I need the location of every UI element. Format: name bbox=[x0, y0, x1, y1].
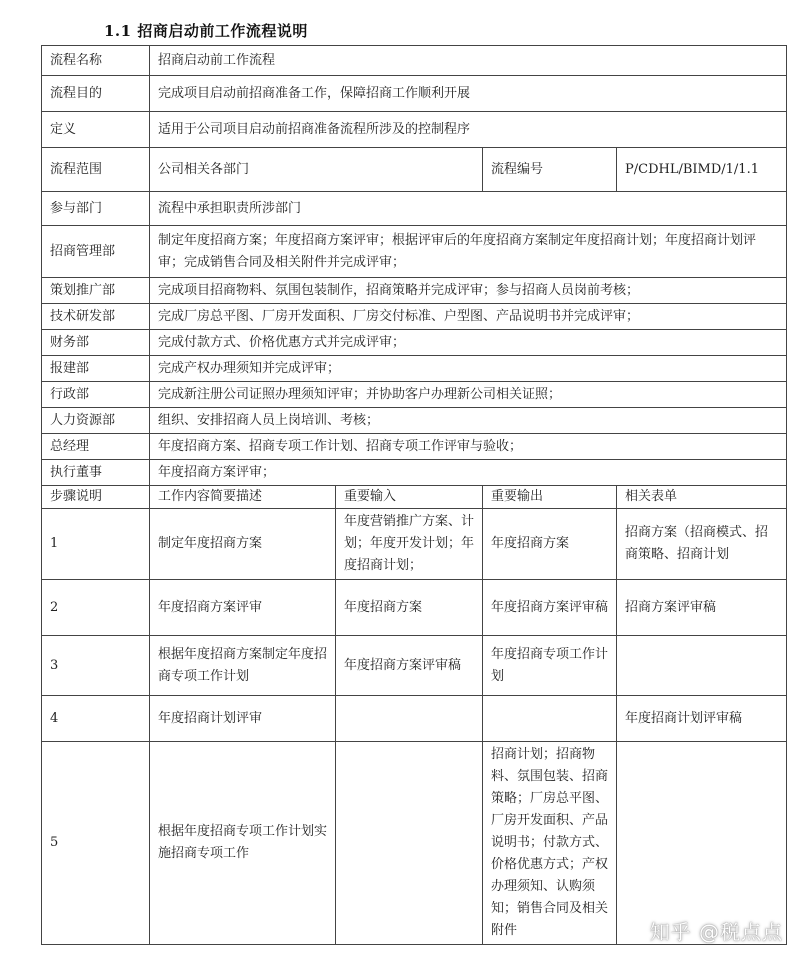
steps-header-cell: 工作内容简要描述 bbox=[150, 486, 336, 509]
steps-header-cell: 相关表单 bbox=[617, 486, 787, 509]
step-form bbox=[617, 742, 787, 945]
definition-value: 适用于公司项目启动前招商准备流程所涉及的控制程序 bbox=[150, 112, 787, 148]
step-form bbox=[617, 636, 787, 696]
department-row bbox=[42, 382, 787, 408]
step-output: 年度招商方案评审稿 bbox=[483, 580, 617, 636]
step-input: 年度招商方案 bbox=[336, 580, 483, 636]
step-form: 招商方案（招商模式、招商策略、招商计划 bbox=[617, 509, 787, 580]
step-number: 3 bbox=[42, 636, 150, 696]
step-row bbox=[42, 580, 787, 636]
step-description: 年度招商方案评审 bbox=[150, 580, 336, 636]
department-duty: 完成新注册公司证照办理须知评审；并协助客户办理新公司相关证照； bbox=[150, 382, 787, 408]
department-name: 执行董事 bbox=[42, 460, 150, 486]
step-description: 根据年度招商专项工作计划实施招商专项工作 bbox=[150, 742, 336, 945]
process-name-value: 招商启动前工作流程 bbox=[150, 46, 787, 76]
process-table bbox=[41, 45, 787, 945]
department-name: 招商管理部 bbox=[42, 226, 150, 278]
step-description: 制定年度招商方案 bbox=[150, 509, 336, 580]
step-output: 年度招商方案 bbox=[483, 509, 617, 580]
department-row bbox=[42, 356, 787, 382]
department-duty: 年度招商方案、招商专项工作计划、招商专项工作评审与验收； bbox=[150, 434, 787, 460]
step-number: 5 bbox=[42, 742, 150, 945]
steps-header-cell: 步骤说明 bbox=[42, 486, 150, 509]
steps-list bbox=[42, 509, 787, 945]
department-row bbox=[42, 434, 787, 460]
step-output: 招商计划；招商物料、氛围包装、招商策略；厂房总平图、厂房开发面积、产品说明书；付款方式、价格优惠方式；产权办理须知、认购须知；销售合同及相关附件 bbox=[483, 742, 617, 945]
scope-value: 公司相关各部门 bbox=[150, 148, 483, 192]
departments-label: 参与部门 bbox=[42, 192, 150, 226]
department-name: 技术研发部 bbox=[42, 304, 150, 330]
steps-header bbox=[42, 486, 787, 509]
department-duty: 制定年度招商方案；年度招商方案评审；根据评审后的年度招商方案制定年度招商计划；年度招商计划评审；完成销售合同及相关附件并完成评审； bbox=[150, 226, 787, 278]
step-description: 年度招商计划评审 bbox=[150, 696, 336, 742]
department-name: 财务部 bbox=[42, 330, 150, 356]
scope-label: 流程范围 bbox=[42, 148, 150, 192]
departments-value: 流程中承担职责所涉部门 bbox=[150, 192, 787, 226]
step-input: 年度招商方案评审稿 bbox=[336, 636, 483, 696]
step-number: 4 bbox=[42, 696, 150, 742]
department-name: 报建部 bbox=[42, 356, 150, 382]
step-row bbox=[42, 742, 787, 945]
department-name: 行政部 bbox=[42, 382, 150, 408]
department-name: 总经理 bbox=[42, 434, 150, 460]
step-description: 根据年度招商方案制定年度招商专项工作计划 bbox=[150, 636, 336, 696]
step-output bbox=[483, 696, 617, 742]
department-duty: 年度招商方案评审； bbox=[150, 460, 787, 486]
step-input bbox=[336, 742, 483, 945]
department-name: 策划推广部 bbox=[42, 278, 150, 304]
department-row bbox=[42, 278, 787, 304]
department-duty: 完成项目招商物料、氛围包装制作，招商策略并完成评审；参与招商人员岗前考核； bbox=[150, 278, 787, 304]
process-purpose-label: 流程目的 bbox=[42, 76, 150, 112]
steps-header-cell: 重要输出 bbox=[483, 486, 617, 509]
process-code-value: P/CDHL/BIMD/1/1.1 bbox=[617, 148, 787, 192]
section-title: 1.1 招商启动前工作流程说明 bbox=[104, 22, 308, 40]
department-duty: 组织、安排招商人员上岗培训、考核； bbox=[150, 408, 787, 434]
definition-label: 定义 bbox=[42, 112, 150, 148]
step-form: 招商方案评审稿 bbox=[617, 580, 787, 636]
process-name-label: 流程名称 bbox=[42, 46, 150, 76]
department-duty: 完成付款方式、价格优惠方式并完成评审； bbox=[150, 330, 787, 356]
department-row bbox=[42, 460, 787, 486]
department-row bbox=[42, 226, 787, 278]
department-row bbox=[42, 304, 787, 330]
step-row bbox=[42, 509, 787, 580]
watermark: 知乎 @税点点 bbox=[649, 920, 783, 944]
step-number: 1 bbox=[42, 509, 150, 580]
info-section bbox=[42, 46, 787, 226]
department-duty: 完成产权办理须知并完成评审； bbox=[150, 356, 787, 382]
process-purpose-value: 完成项目启动前招商准备工作，保障招商工作顺利开展 bbox=[150, 76, 787, 112]
steps-header-cell: 重要输入 bbox=[336, 486, 483, 509]
department-duty: 完成厂房总平图、厂房开发面积、厂房交付标准、户型图、产品说明书并完成评审； bbox=[150, 304, 787, 330]
step-output: 年度招商专项工作计划 bbox=[483, 636, 617, 696]
step-row bbox=[42, 636, 787, 696]
department-name: 人力资源部 bbox=[42, 408, 150, 434]
department-duties bbox=[42, 226, 787, 486]
process-code-label: 流程编号 bbox=[483, 148, 617, 192]
step-number: 2 bbox=[42, 580, 150, 636]
department-row bbox=[42, 408, 787, 434]
step-row bbox=[42, 696, 787, 742]
department-row bbox=[42, 330, 787, 356]
step-form: 年度招商计划评审稿 bbox=[617, 696, 787, 742]
step-input: 年度营销推广方案、计划；年度开发计划；年度招商计划； bbox=[336, 509, 483, 580]
step-input bbox=[336, 696, 483, 742]
